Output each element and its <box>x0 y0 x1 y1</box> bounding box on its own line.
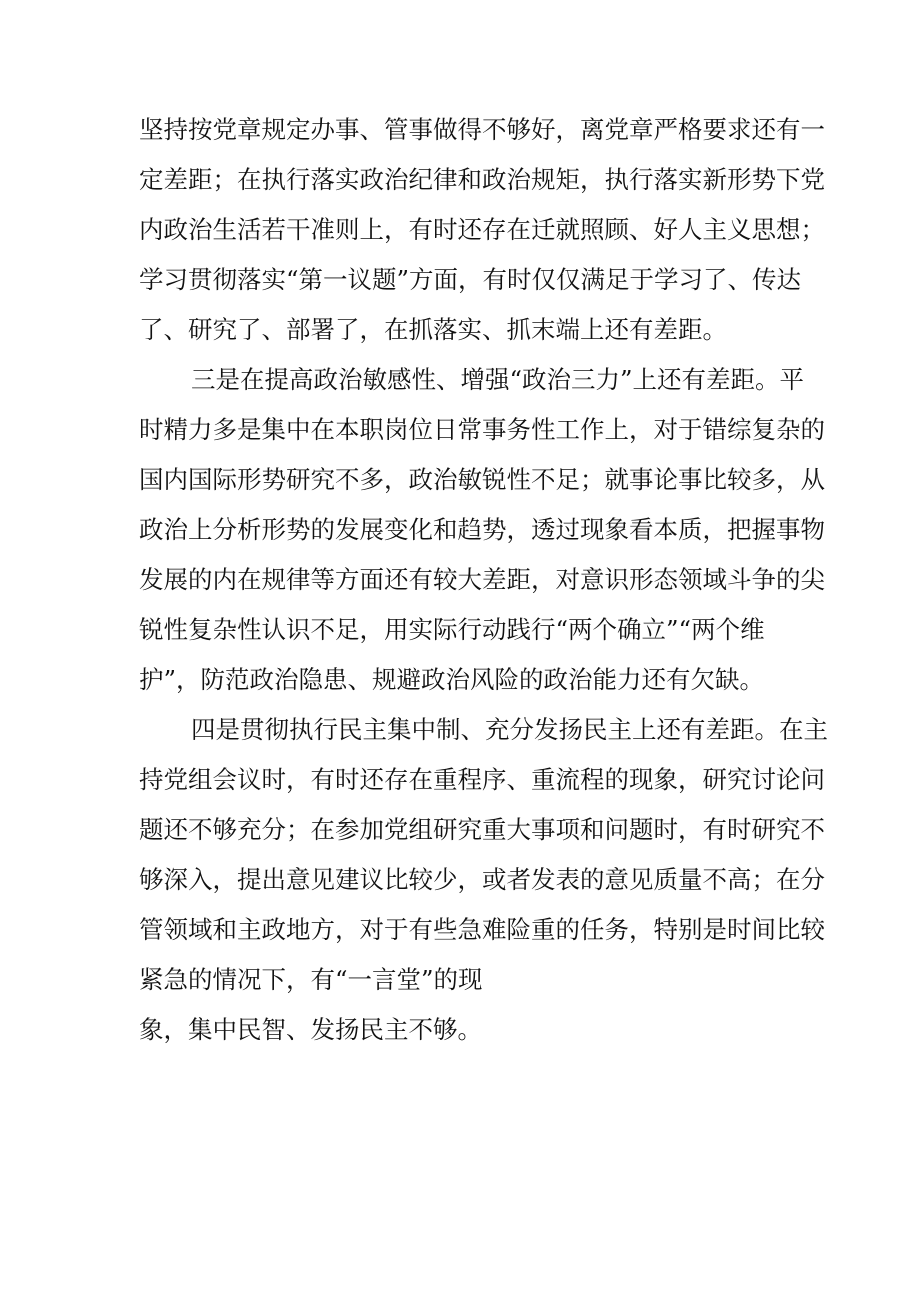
text-line: 坚持按党章规定办事、管事做得不够好，离党章严格要求还有一 <box>139 115 825 144</box>
text-line: 锐性复杂性认识不足，用实际行动践行“两个确立”“两个维 <box>139 615 765 644</box>
text-line: 护”，防范政治隐患、规避政治风险的政治能力还有欠缺。 <box>139 665 765 694</box>
text-line: 紧急的情况下，有“一言堂”的现 <box>139 965 483 994</box>
text-line: 国内国际形势研究不多，政治敏锐性不足；就事论事比较多，从 <box>139 465 825 494</box>
paragraph-heading-line: 三是在提高政治敏感性、增强“政治三力”上还有差距。平 <box>191 365 805 394</box>
text-line: 管领域和主政地方，对于有些急难险重的任务，特别是时间比较 <box>139 915 825 944</box>
text-line: 够深入，提出意见建议比较少，或者发表的意见质量不高；在分 <box>139 865 825 894</box>
text-line: 内政治生活若干准则上，有时还存在迁就照顾、好人主义思想； <box>139 215 825 244</box>
text-line: 时精力多是集中在本职岗位日常事务性工作上，对于错综复杂的 <box>139 415 825 444</box>
text-line: 了、研究了、部署了，在抓落实、抓末端上还有差距。 <box>139 315 727 344</box>
text-line: 持党组会议时，有时还存在重程序、重流程的现象，研究讨论问 <box>139 765 825 794</box>
text-line: 政治上分析形势的发展变化和趋势，透过现象看本质，把握事物 <box>139 515 825 544</box>
text-line: 题还不够充分；在参加党组研究重大事项和问题时，有时研究不 <box>139 815 825 844</box>
text-line: 发展的内在规律等方面还有较大差距，对意识形态领域斗争的尖 <box>139 565 825 594</box>
text-line: 学习贯彻落实“第一议题”方面，有时仅仅满足于学习了、传达 <box>139 265 802 294</box>
text-line: 象，集中民智、发扬民主不够。 <box>139 1015 482 1044</box>
paragraph-heading-line: 四是贯彻执行民主集中制、充分发扬民主上还有差距。在主 <box>191 715 828 744</box>
text-line: 定差距；在执行落实政治纪律和政治规矩，执行落实新形势下党 <box>139 165 825 194</box>
